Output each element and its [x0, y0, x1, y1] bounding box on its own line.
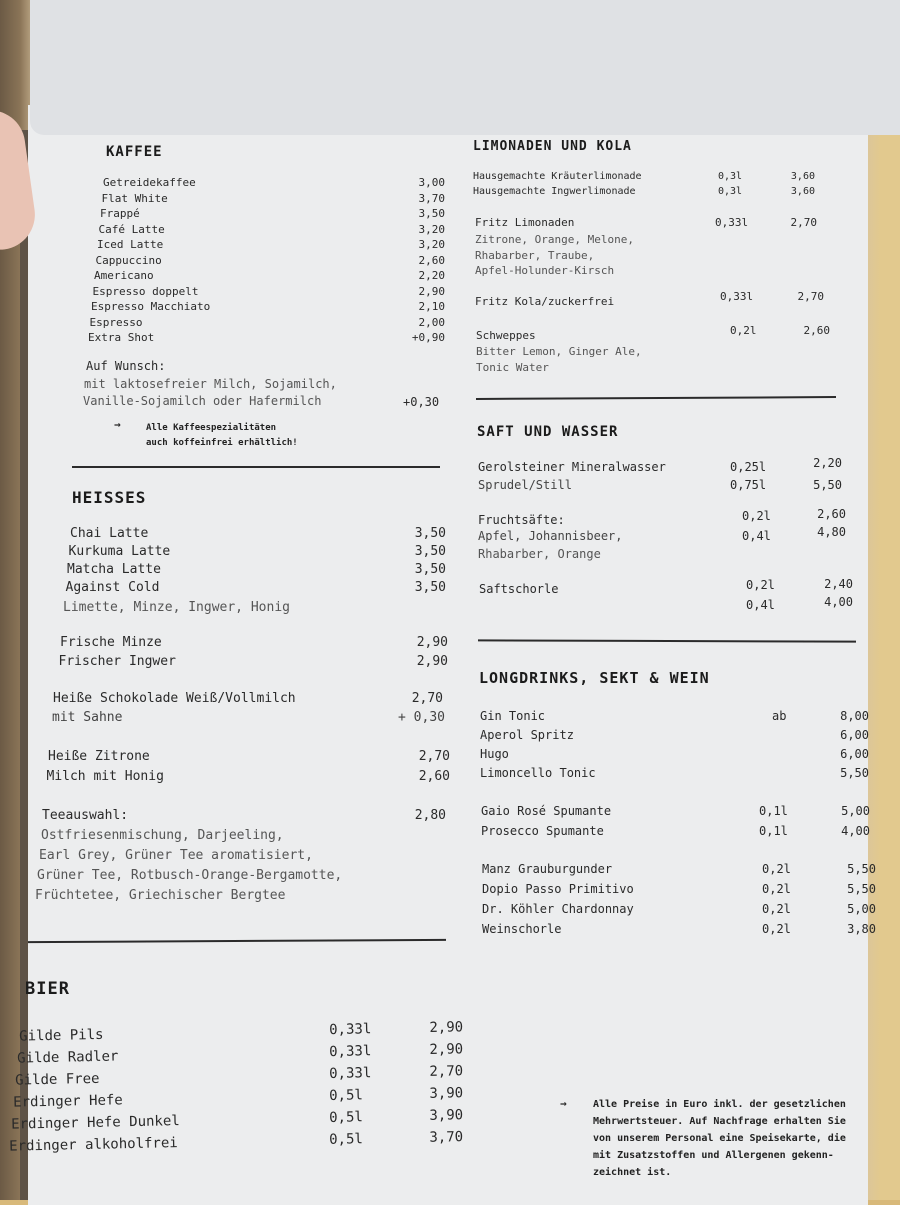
footer-note-line-4: mit Zusatzstoffen und Allergenen gekenn-: [593, 1150, 834, 1161]
footer-note-line-2: Mehrwertsteuer. Auf Nachfrage erhalten Sie: [593, 1116, 846, 1127]
item-name: Flat White: [101, 191, 168, 205]
item-name: Gilde Radler: [17, 1048, 119, 1067]
item-name: Manz Grauburgunder: [482, 862, 613, 876]
item-name: Against Cold: [65, 580, 160, 595]
item-size: 0,1l: [759, 804, 788, 818]
item-name: Erdinger alkoholfrei: [9, 1135, 178, 1155]
item-price: 5,50: [840, 766, 869, 780]
item-price: 5,50: [847, 862, 876, 876]
item-name: Gin Tonic: [480, 709, 546, 723]
item-size: 0,2l: [742, 509, 771, 523]
item-name: Frische Minze: [60, 635, 162, 650]
item-name: Heiße Schokolade Weiß/Vollmilch: [53, 691, 296, 706]
fritz-description-line-2: Rhabarber, Traube,: [475, 248, 595, 262]
koffeinfrei-note-line-1: Alle Kaffeespezialitäten: [146, 423, 277, 433]
item-name: Hugo: [480, 747, 509, 761]
item-price: 3,20: [418, 222, 445, 236]
footer-note-line-5: zeichnet ist.: [593, 1167, 672, 1178]
koffeinfrei-note: [146, 421, 298, 451]
item-price: 3,50: [418, 207, 445, 220]
arrow-icon: →: [114, 418, 121, 431]
item-price: 3,50: [414, 544, 446, 559]
item-price: 2,60: [803, 324, 830, 337]
item-size: 0,2l: [730, 324, 757, 337]
item-description: Sprudel/Still: [478, 478, 572, 492]
item-name: Hausgemachte Kräuterlimonade: [473, 171, 642, 182]
item-price: 4,00: [841, 824, 870, 838]
item-name: Gaio Rosé Spumante: [481, 804, 612, 818]
schweppes-description-line-2: Tonic Water: [476, 361, 549, 374]
item-price: 2,70: [411, 691, 443, 706]
item-name: Erdinger Hefe: [13, 1092, 123, 1111]
item-price: 5,00: [841, 804, 870, 818]
item-price: 4,00: [824, 595, 853, 609]
item-price: 6,00: [840, 747, 869, 761]
item-size: 0,2l: [746, 578, 775, 592]
item-size: 0,5l: [328, 1109, 364, 1126]
wunsch-line-1: mit laktosefreier Milch, Sojamilch,: [84, 377, 337, 391]
item-price: 2,00: [418, 315, 445, 329]
item-price: 2,90: [416, 654, 448, 669]
item-price: 3,20: [418, 238, 445, 251]
item-price: 2,60: [418, 253, 445, 267]
item-size: 0,25l: [730, 460, 767, 474]
item-size: 0,2l: [762, 922, 791, 936]
item-price: 2,10: [418, 300, 445, 313]
fritz-description-line-1: Zitrone, Orange, Melone,: [475, 233, 634, 246]
item-size: 0,2l: [762, 862, 791, 876]
item-price: 8,00: [840, 709, 869, 723]
tee-line-4: Früchtetee, Griechischer Bergtee: [35, 888, 286, 903]
item-price: 3,70: [418, 191, 445, 205]
fritz-description-line-3: Apfel-Holunder-Kirsch: [475, 264, 615, 277]
item-size: 0,3l: [718, 171, 743, 182]
item-size: 0,33l: [328, 1021, 372, 1039]
item-name: Americano: [94, 269, 154, 282]
item-size: 0,3l: [718, 186, 743, 197]
item-size: ab: [772, 709, 787, 723]
item-price: 2,90: [429, 1019, 464, 1037]
item-name: Hausgemachte Ingwerlimonade: [473, 186, 636, 197]
tee-line-3: Grüner Tee, Rotbusch-Orange-Bergamotte,: [37, 868, 343, 883]
item-name: Prosecco Spumante: [481, 824, 604, 838]
item-size: 0,75l: [730, 478, 767, 492]
item-name: Gilde Pils: [19, 1026, 104, 1045]
item-name: Teeauswahl:: [42, 808, 129, 823]
item-name: Dr. Köhler Chardonnay: [482, 902, 634, 916]
item-name: Espresso doppelt: [92, 284, 199, 298]
item-price: 2,80: [414, 808, 446, 823]
wunsch-line-2: Vanille-Sojamilch oder Hafermilch: [83, 394, 322, 408]
item-price: 2,60: [817, 507, 846, 521]
item-size: 0,1l: [759, 824, 788, 838]
item-name: Erdinger Hefe Dunkel: [11, 1113, 180, 1133]
item-name: Iced Latte: [97, 238, 164, 251]
item-size: 0,4l: [746, 598, 775, 612]
item-name: Schweppes: [476, 329, 536, 342]
item-description: Apfel, Johannisbeer,: [478, 529, 623, 543]
item-name: Saftschorle: [479, 582, 559, 596]
item-price: 2,20: [418, 269, 445, 282]
item-price: 2,70: [790, 216, 817, 229]
item-name: mit Sahne: [52, 710, 123, 725]
against-cold-description: Limette, Minze, Ingwer, Honig: [63, 600, 290, 615]
item-price: 3,60: [790, 186, 815, 197]
item-name: Limoncello Tonic: [480, 766, 596, 780]
item-price: 2,60: [418, 769, 450, 784]
item-price: 3,90: [429, 1107, 464, 1124]
item-price: 3,00: [418, 176, 445, 189]
wunsch-label: Auf Wunsch:: [86, 359, 166, 373]
item-price: 3,60: [790, 171, 815, 182]
section-title-saft: SAFT UND WASSER: [477, 424, 619, 440]
item-size: 0,5l: [328, 1087, 364, 1104]
arrow-icon: →: [560, 1097, 567, 1110]
item-name: Cappuccino: [95, 253, 162, 267]
item-name: Dopio Passo Primitivo: [482, 882, 634, 896]
item-price: 2,40: [824, 577, 853, 591]
item-price: 3,90: [429, 1085, 464, 1102]
item-price: 3,50: [414, 562, 446, 577]
item-name: Café Latte: [98, 222, 165, 236]
section-title-heisses: HEISSES: [72, 488, 147, 507]
section-title-kaffee: KAFFEE: [106, 144, 163, 160]
item-size: 0,33l: [328, 1065, 372, 1083]
item-name: Espresso: [89, 315, 143, 329]
section-title-limonaden: LIMONADEN UND KOLA: [473, 139, 632, 154]
footer-note-text: [593, 1096, 846, 1181]
item-name: Heiße Zitrone: [48, 749, 150, 764]
item-size: 0,33l: [715, 216, 749, 229]
item-price: 5,50: [813, 478, 842, 492]
koffeinfrei-note-line-2: auch koffeinfrei erhältlich!: [146, 438, 298, 448]
item-price: 4,80: [817, 525, 846, 539]
item-size: 0,2l: [762, 902, 791, 916]
tee-line-2: Earl Grey, Grüner Tee aromatisiert,: [39, 848, 313, 863]
turned-page: [30, 0, 900, 135]
item-price: 3,50: [414, 526, 446, 541]
item-size: 0,2l: [762, 882, 791, 896]
footer-note-line-1: Alle Preise in Euro inkl. der gesetzlichen: [593, 1099, 846, 1110]
item-price: + 0,30: [398, 710, 445, 725]
fruchtsaefte-description-2: Rhabarber, Orange: [478, 547, 601, 561]
item-name: Frischer Ingwer: [58, 654, 176, 669]
item-price: 3,70: [429, 1129, 464, 1146]
item-size: 0,5l: [328, 1131, 364, 1148]
item-name: Matcha Latte: [67, 562, 161, 577]
item-name: Extra Shot: [88, 331, 155, 344]
item-price: 6,00: [840, 728, 869, 742]
item-price: 5,50: [847, 882, 876, 896]
section-title-longdrinks: LONGDRINKS, SEKT & WEIN: [479, 669, 710, 687]
item-price: 2,70: [418, 749, 450, 764]
section-title-bier: BIER: [25, 979, 70, 999]
wunsch-price: +0,30: [403, 395, 440, 409]
tee-line-1: Ostfriesenmischung, Darjeeling,: [41, 828, 284, 843]
item-price: 3,80: [847, 922, 876, 936]
item-name: Frappé: [100, 207, 140, 220]
item-name: Getreidekaffee: [103, 176, 196, 189]
item-name: Gerolsteiner Mineralwasser: [478, 460, 666, 474]
divider: [72, 466, 440, 468]
schweppes-description-line-1: Bitter Lemon, Ginger Ale,: [476, 345, 642, 358]
footer-note-line-3: von unserem Personal eine Speisekarte, die: [593, 1133, 846, 1144]
item-name: Espresso Macchiato: [91, 300, 211, 313]
item-name: Fritz Kola/zuckerfrei: [475, 295, 615, 308]
item-name: Fruchtsäfte:: [478, 513, 565, 527]
item-size: 0,4l: [742, 529, 771, 543]
item-price: 2,70: [429, 1063, 464, 1080]
item-size: 0,33l: [328, 1043, 372, 1061]
item-price: 5,00: [847, 902, 876, 916]
item-price: 2,70: [797, 290, 824, 303]
item-price: 2,90: [429, 1041, 464, 1058]
item-name: Chai Latte: [70, 526, 149, 541]
item-price: 2,90: [418, 284, 445, 298]
item-price: 2,90: [416, 635, 448, 650]
item-size: 0,33l: [720, 290, 754, 303]
item-name: Gilde Free: [15, 1070, 100, 1089]
item-name: Fritz Limonaden: [475, 216, 575, 229]
item-price: 2,20: [813, 456, 842, 470]
item-name: Milch mit Honig: [46, 769, 164, 784]
item-price: 3,50: [414, 580, 446, 595]
item-price: +0,90: [411, 331, 445, 344]
item-name: Kurkuma Latte: [68, 544, 171, 559]
item-name: Aperol Spritz: [480, 728, 574, 742]
item-name: Weinschorle: [482, 922, 562, 936]
